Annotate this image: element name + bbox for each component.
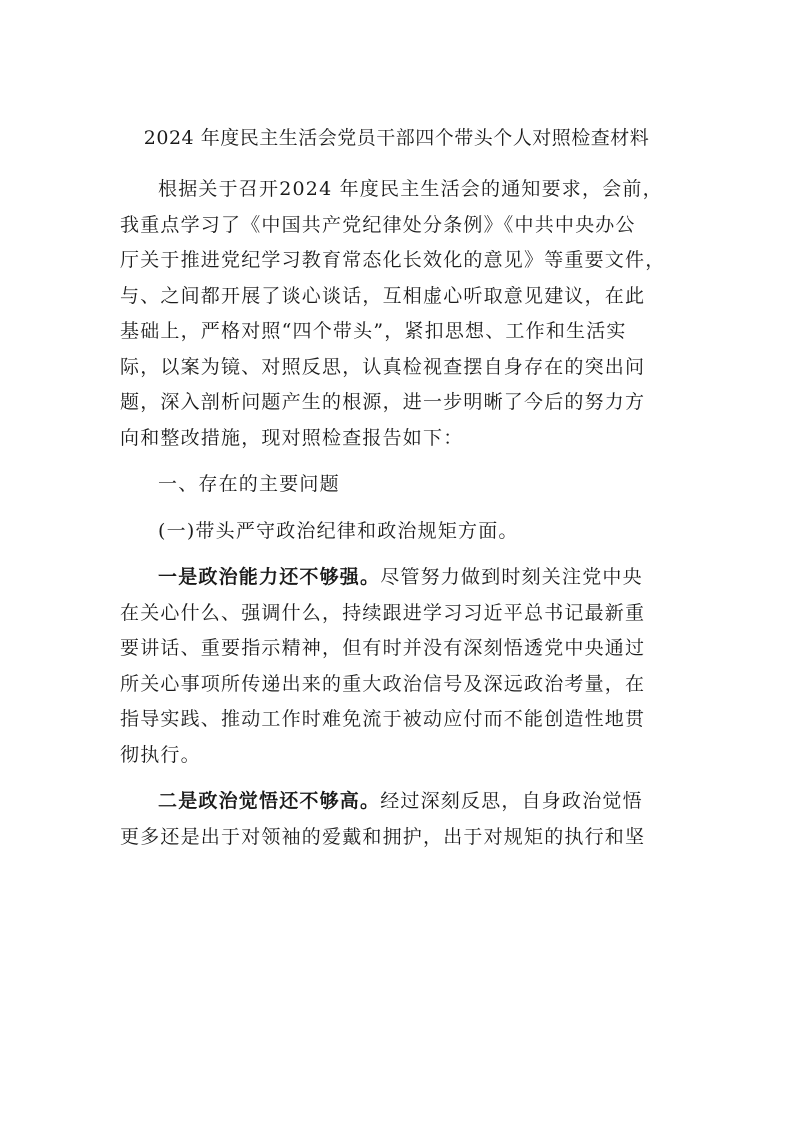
point-one-line: 要讲话、重要指示精神，但有时并没有深刻悟透党中央通过 xyxy=(120,637,646,659)
intro-line: 基础上，严格对照“四个带头”，紧扣思想、工作和生活实 xyxy=(120,320,627,342)
point-two-line: 更多还是出于对领袖的爱戴和拥护，出于对规矩的执行和坚 xyxy=(120,825,646,848)
intro-line: 厅关于推进党纪学习教育常态化长效化的意见》等重要文件， xyxy=(120,249,666,271)
point-one-first-line xyxy=(120,560,690,596)
point-two-first-line xyxy=(120,784,690,820)
document-body xyxy=(120,172,690,855)
intro-line: 我重点学习了《中国共产党纪律处分条例》《中共中央办公 xyxy=(120,213,636,236)
intro-line: 与、之间都开展了谈心谈话，互相虚心听取意见建议，在此 xyxy=(120,284,646,307)
point-two-paragraph xyxy=(120,784,690,855)
point-one-lead: 一是政治能力还不够强。 xyxy=(158,566,381,588)
point-two-text: 经过深刻反思，自身政治觉悟 xyxy=(380,790,643,812)
point-one-line: 所关心事项所传递出来的重大政治信号及深远政治考量，在 xyxy=(120,672,646,695)
intro-paragraph xyxy=(120,172,690,456)
section-heading: 一、存在的主要问题 xyxy=(158,473,340,495)
point-one-line: 指导实践、推动工作时难免流于被动应付而不能创造性地贯 xyxy=(120,708,646,730)
subsection-heading: (一)带头严守政治纪律和政治规矩方面。 xyxy=(158,519,519,542)
point-one-paragraph xyxy=(120,560,690,773)
intro-line: 根据关于召开2024 年度民主生活会的通知要求，会前， xyxy=(158,178,663,200)
point-one-line: 在关心什么、强调什么，持续跟进学习习近平总书记最新重 xyxy=(120,601,646,624)
point-two-lead: 二是政治觉悟还不够高。 xyxy=(158,790,381,812)
intro-line: 际，以案为镜、对照反思，认真检视查摆自身存在的突出问 xyxy=(120,355,646,378)
point-one-text: 尽管努力做到时刻关注党中央 xyxy=(380,566,643,588)
intro-line: 题，深入剖析问题产生的根源，进一步明晰了今后的努力方 xyxy=(120,391,646,413)
document-title: 2024 年度民主生活会党员干部四个带头个人对照检查材料 xyxy=(143,127,650,149)
intro-line: 向和整改措施，现对照检查报告如下： xyxy=(120,426,464,449)
point-one-line: 彻执行。 xyxy=(120,743,201,766)
